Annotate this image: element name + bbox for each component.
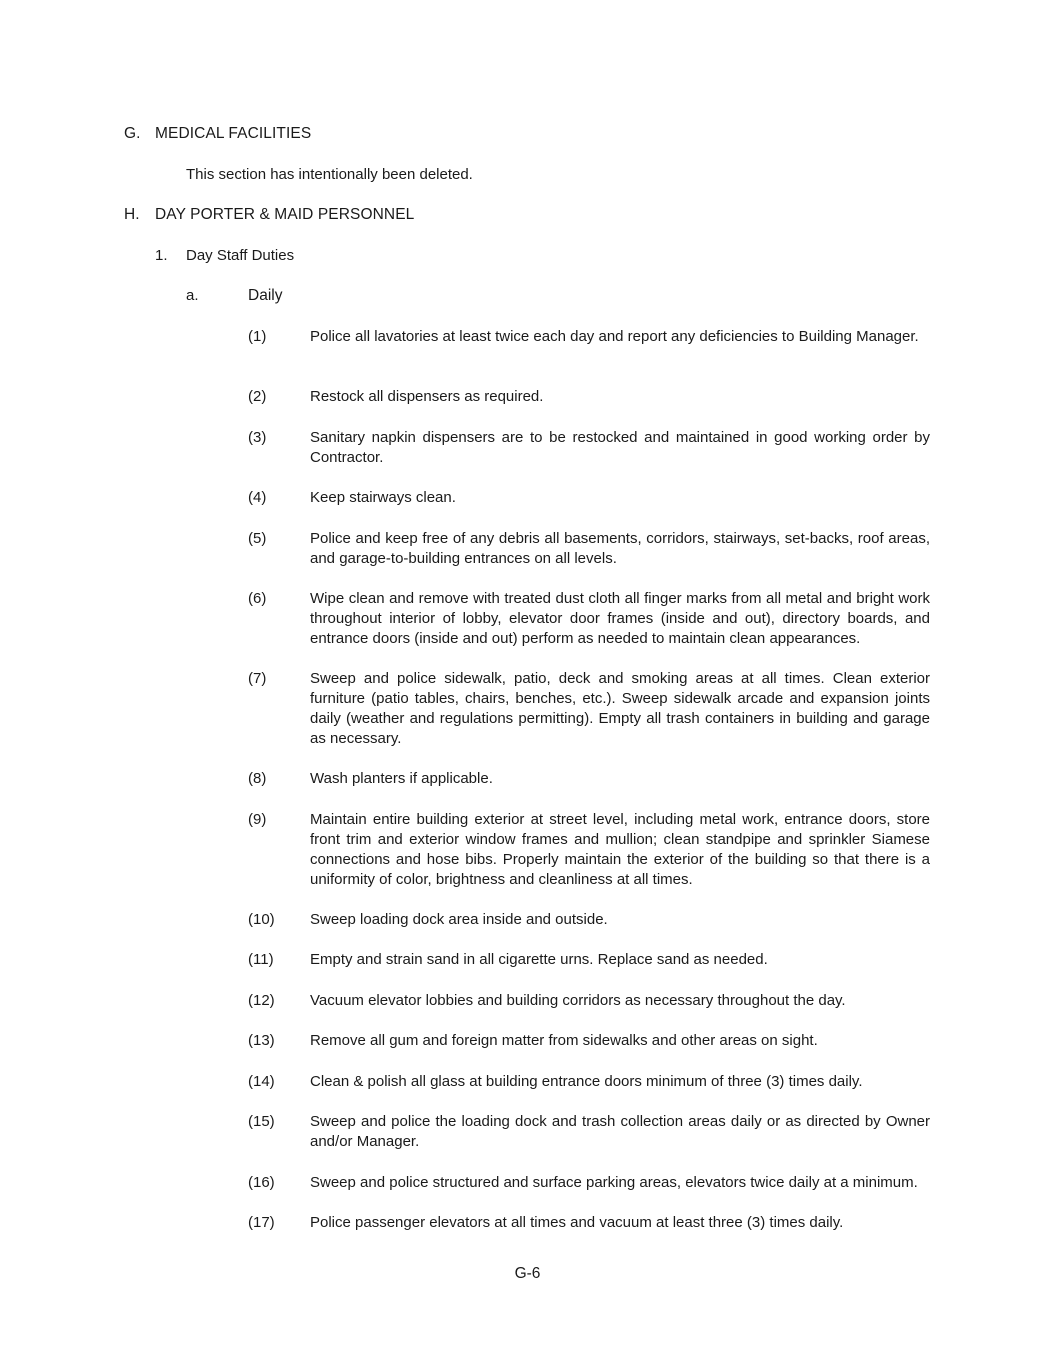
duty-item-number: (2) — [248, 388, 267, 405]
duty-item-number: (15) — [248, 1113, 275, 1130]
section-g-title: MEDICAL FACILITIES — [155, 125, 312, 142]
section-g-letter: G. — [124, 125, 141, 142]
duty-item-number: (8) — [248, 770, 267, 787]
duty-item-number: (17) — [248, 1214, 275, 1231]
duty-item-text: Empty and strain sand in all cigarette urns. Replace sand as needed. — [310, 951, 768, 968]
sub-a-letter: a. — [186, 287, 199, 304]
duty-item-number: (14) — [248, 1073, 275, 1090]
duty-item-number: (10) — [248, 911, 275, 928]
duty-item-number: (9) — [248, 811, 267, 828]
duty-item-text: Sweep and police the loading dock and trash collection areas daily or as directed by Owner and/or Manager. — [310, 1113, 930, 1150]
section-g-note: This section has intentionally been deleted. — [186, 166, 473, 183]
duty-item-text: Remove all gum and foreign matter from sidewalks and other areas on sight. — [310, 1032, 818, 1049]
duty-item-text: Police and keep free of any debris all basements, corridors, stairways, set-backs, roof areas, and garage-to-building entrances on all levels. — [310, 530, 930, 567]
duty-item-number: (3) — [248, 429, 267, 446]
page-number: G-6 — [514, 1265, 541, 1282]
subsection-1-number: 1. — [155, 247, 168, 264]
duty-item-number: (11) — [248, 951, 274, 968]
duty-item-text: Sweep and police structured and surface parking areas, elevators twice daily at a minimum. — [310, 1174, 918, 1191]
duty-item-number: (4) — [248, 489, 267, 506]
section-h-letter: H. — [124, 206, 140, 223]
duty-item-text: Sweep and police sidewalk, patio, deck and smoking areas at all times. Clean exterior furniture (patio tables, chairs, benches, etc.). Sweep sidewalk arcade and expansion joints daily (weather and regulations permitting). Empty all trash containers in building and garage as necessary. — [310, 670, 930, 747]
duty-item-text: Police passenger elevators at all times and vacuum at least three (3) times daily. — [310, 1214, 844, 1231]
duty-item-number: (7) — [248, 670, 267, 687]
duty-item-text: Clean & polish all glass at building entrance doors minimum of three (3) times daily. — [310, 1073, 863, 1090]
duty-item-number: (5) — [248, 530, 267, 547]
duty-item-text: Sweep loading dock area inside and outside. — [310, 911, 608, 928]
duty-item-number: (16) — [248, 1174, 275, 1191]
duty-item-text: Sanitary napkin dispensers are to be restocked and maintained in good working order by Contractor. — [310, 429, 930, 466]
duty-item-number: (6) — [248, 590, 267, 607]
sub-a-title: Daily — [248, 287, 283, 304]
duty-item-text: Police all lavatories at least twice each day and report any deficiencies to Building Manager. — [310, 328, 919, 345]
duty-item-text: Restock all dispensers as required. — [310, 388, 544, 405]
subsection-1-title: Day Staff Duties — [186, 247, 295, 264]
duty-item-text: Keep stairways clean. — [310, 489, 456, 506]
section-h-title: DAY PORTER & MAID PERSONNEL — [155, 206, 415, 223]
duty-item-number: (12) — [248, 992, 275, 1009]
duty-item-text: Vacuum elevator lobbies and building corridors as necessary throughout the day. — [310, 992, 846, 1009]
duty-item-text: Wipe clean and remove with treated dust cloth all finger marks from all metal and bright work throughout interior of lobby, elevator door frames (inside and out), directory boards, and entrance doors (inside and out) perform as needed to maintain clean appearances. — [310, 590, 930, 647]
duty-item-number: (1) — [248, 328, 267, 345]
duty-item-text: Wash planters if applicable. — [310, 770, 493, 787]
duty-item-text: Maintain entire building exterior at street level, including metal work, entrance doors, store front trim and exterior window frames and mullion; clean standpipe and sprinkler Siamese connections and hose bibs. Properly maintain the exterior of the building so that there is a uniformity of color, brightness and cleanliness at all times. — [310, 811, 930, 888]
duty-item-number: (13) — [248, 1032, 275, 1049]
